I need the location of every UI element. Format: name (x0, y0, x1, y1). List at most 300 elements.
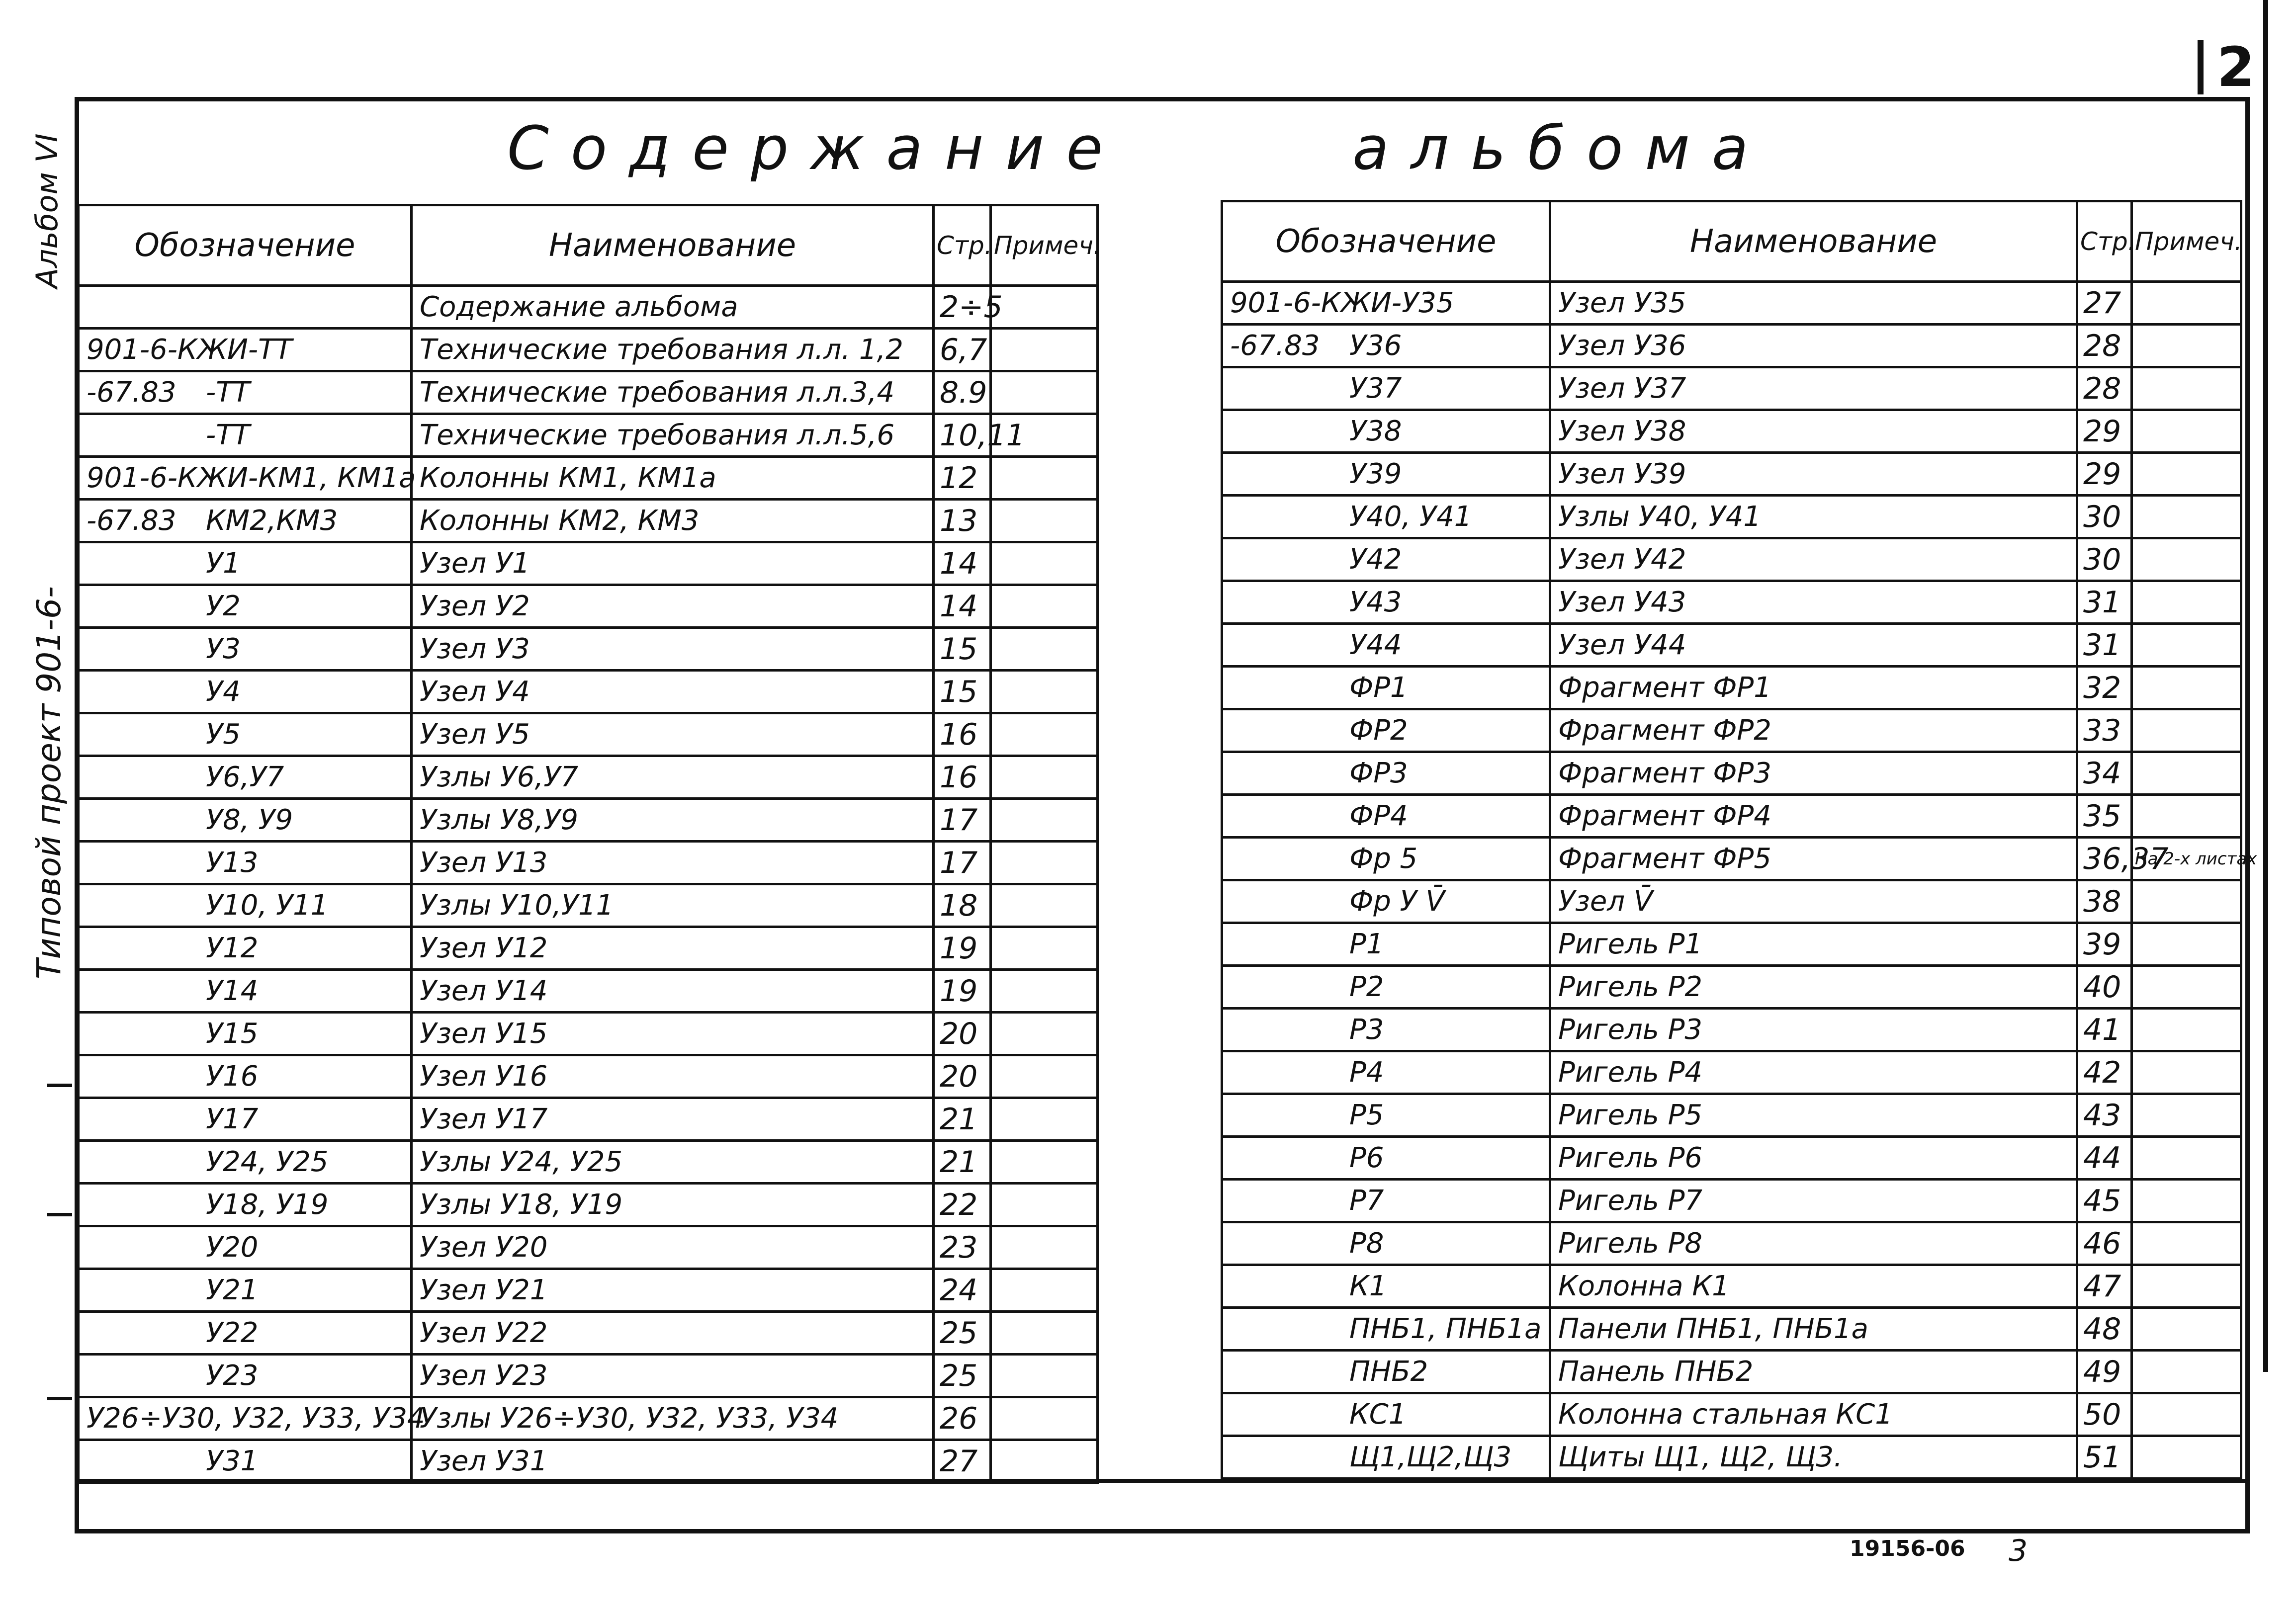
row-page: 33 (2077, 709, 2132, 752)
row-name: Колонны КМ2, КМ3 (412, 500, 934, 542)
row-note (2132, 1094, 2241, 1137)
table-row (1222, 667, 2241, 709)
row-name: Узлы У24, У25 (412, 1141, 934, 1184)
table-row (79, 457, 1098, 500)
table-row (1222, 367, 2241, 410)
row-page: 21 (934, 1098, 991, 1141)
row-note (991, 329, 1098, 371)
row-page: 34 (2077, 752, 2132, 795)
contents-table-right (1221, 200, 2257, 1480)
table-header-row (1222, 201, 2241, 282)
row-name: Фрагмент ФР2 (1550, 709, 2077, 752)
header-name: Наименование (412, 205, 934, 286)
designation-prefix: -67.83 (87, 505, 177, 537)
row-name: Технические требования л.л.5,6 (412, 414, 934, 457)
row-page: 15 (934, 628, 991, 671)
row-designation (1222, 325, 1550, 367)
row-designation (1222, 1436, 1550, 1479)
row-page: 38 (2077, 880, 2132, 923)
row-designation (79, 1055, 412, 1098)
row-page: 20 (934, 1013, 991, 1055)
row-note (2132, 923, 2241, 966)
row-name: Узел У31 (412, 1440, 934, 1483)
row-page: 41 (2077, 1009, 2132, 1051)
designation-prefix: -67.83 (1230, 330, 1320, 362)
designation-suffix: У40, У41 (1349, 501, 1472, 533)
margin-tick (47, 1084, 72, 1087)
row-name: Ригель Р1 (1550, 923, 2077, 966)
row-designation (79, 1440, 412, 1483)
row-designation (79, 927, 412, 970)
row-name: Ригель Р8 (1550, 1222, 2077, 1265)
row-designation (1222, 667, 1550, 709)
row-page: 25 (934, 1312, 991, 1355)
row-note (2132, 581, 2241, 624)
row-page: 47 (2077, 1265, 2132, 1308)
row-designation (1222, 1351, 1550, 1393)
row-note (2132, 1351, 2241, 1393)
designation-suffix: У43 (1349, 586, 1402, 618)
table-row (1222, 923, 2241, 966)
table-row (79, 500, 1098, 542)
row-page: 27 (934, 1440, 991, 1483)
designation-suffix: У42 (1349, 543, 1402, 576)
row-designation (79, 457, 416, 500)
designation-prefix: 901-6-КЖИ (87, 334, 248, 366)
row-page: 28 (2077, 325, 2132, 367)
row-note (991, 1269, 1098, 1312)
row-note (2132, 1436, 2241, 1479)
designation-prefix: -67.83 (87, 376, 177, 409)
row-name: Ригель Р7 (1550, 1180, 2077, 1222)
row-designation (1222, 581, 1550, 624)
row-page: 17 (934, 842, 991, 884)
row-designation (1222, 282, 1550, 325)
row-name: Ригель Р3 (1550, 1009, 2077, 1051)
designation-suffix: У12 (206, 932, 259, 964)
row-note (2132, 795, 2241, 838)
designation-suffix: У23 (206, 1359, 259, 1392)
table-row (79, 628, 1098, 671)
row-page: 40 (2077, 966, 2132, 1009)
designation-suffix: У21 (206, 1274, 259, 1306)
footer-page-number: 3 (2009, 1533, 2028, 1568)
row-designation (1222, 1094, 1550, 1137)
row-designation (1222, 1180, 1550, 1222)
designation-suffix: -ТТ (206, 376, 250, 409)
designation-suffix: КМ1, КМ1а (258, 462, 416, 494)
row-designation (79, 970, 412, 1013)
row-note (991, 585, 1098, 628)
designation-suffix: Р4 (1349, 1056, 1384, 1089)
row-page: 29 (2077, 410, 2132, 453)
side-project-label: Типовой проект 901-6- (30, 586, 68, 979)
row-designation (79, 1397, 425, 1440)
header-note: Примеч. (2132, 201, 2241, 282)
row-name: Колонна стальная КС1 (1550, 1393, 2077, 1436)
row-page: 17 (934, 799, 991, 842)
designation-suffix: У6,У7 (206, 761, 284, 793)
row-designation (79, 628, 412, 671)
row-note (991, 970, 1098, 1013)
designation-suffix: У10, У11 (206, 889, 329, 922)
designation-suffix: У18, У19 (206, 1189, 329, 1221)
row-page: 24 (934, 1269, 991, 1312)
row-designation (79, 585, 412, 628)
contents-table-left (77, 204, 1099, 1484)
table-row (1222, 1222, 2241, 1265)
row-name: Узлы У8,У9 (412, 799, 934, 842)
side-album-label: Альбом VI (30, 133, 65, 288)
row-note (991, 713, 1098, 756)
row-name: Панели ПНБ1, ПНБ1а (1550, 1308, 2077, 1351)
row-name: Узел У13 (412, 842, 934, 884)
row-page: 27 (2077, 282, 2132, 325)
row-page: 14 (934, 585, 991, 628)
table-row (79, 1226, 1098, 1269)
row-name: Технические требования л.л.3,4 (412, 371, 934, 414)
row-designation (79, 842, 412, 884)
row-note (2132, 709, 2241, 752)
row-designation (79, 1226, 412, 1269)
row-note (991, 500, 1098, 542)
header-note: Примеч. (991, 205, 1098, 286)
designation-suffix: У2 (206, 590, 241, 622)
row-name: Узел У5 (412, 713, 934, 756)
row-name: Фрагмент ФР4 (1550, 795, 2077, 838)
table-row (1222, 1436, 2241, 1479)
row-note (991, 1184, 1098, 1226)
row-note (991, 842, 1098, 884)
row-note (2132, 1137, 2241, 1180)
row-name: Узел V̄ (1550, 880, 2077, 923)
row-name: Фрагмент ФР5 (1550, 838, 2077, 880)
row-page: 6,7 (934, 329, 991, 371)
row-name: Узлы У18, У19 (412, 1184, 934, 1226)
table-row (1222, 709, 2241, 752)
row-page: 28 (2077, 367, 2132, 410)
row-note (991, 1355, 1098, 1397)
row-page: 30 (2077, 496, 2132, 538)
row-page: 26 (934, 1397, 991, 1440)
row-name: Узел У23 (412, 1355, 934, 1397)
row-name: Колонна К1 (1550, 1265, 2077, 1308)
row-page: 14 (934, 542, 991, 585)
row-designation (1222, 453, 1550, 496)
table-row (1222, 795, 2241, 838)
row-designation (79, 414, 412, 457)
table-row (1222, 410, 2241, 453)
row-note (991, 756, 1098, 799)
table-row (79, 1184, 1098, 1226)
designation-suffix: У13 (206, 847, 259, 879)
designation-suffix: КС1 (1349, 1398, 1407, 1431)
row-name: Ригель Р4 (1550, 1051, 2077, 1094)
row-page: 15 (934, 671, 991, 713)
designation-prefix: 901-6-КЖИ- (87, 462, 259, 494)
row-designation (1222, 923, 1550, 966)
designation-suffix: Фр 5 (1349, 843, 1418, 875)
row-page: 23 (934, 1226, 991, 1269)
row-name: Панель ПНБ2 (1550, 1351, 2077, 1393)
row-page: 44 (2077, 1137, 2132, 1180)
row-designation (79, 286, 412, 329)
row-note (991, 671, 1098, 713)
row-name: Ригель Р5 (1550, 1094, 2077, 1137)
row-note (991, 628, 1098, 671)
designation-suffix: ФР1 (1349, 672, 1408, 704)
row-name: Узел У35 (1550, 282, 2077, 325)
table-row (1222, 880, 2241, 923)
designation-prefix: 901-6-КЖИ- (1230, 287, 1402, 319)
designation-suffix: У1 (206, 547, 241, 580)
row-page: 31 (2077, 624, 2132, 667)
table-row (1222, 453, 2241, 496)
header-designation: Обозначение (79, 205, 412, 286)
row-page: 45 (2077, 1180, 2132, 1222)
row-designation (79, 713, 412, 756)
table-row (1222, 752, 2241, 795)
designation-suffix: -ТТ (248, 334, 292, 366)
row-note (991, 927, 1098, 970)
row-page: 46 (2077, 1222, 2132, 1265)
row-designation (79, 1355, 412, 1397)
row-name: Фрагмент ФР1 (1550, 667, 2077, 709)
row-note (991, 1312, 1098, 1355)
row-designation (79, 671, 412, 713)
table-row (1222, 496, 2241, 538)
row-note (2132, 1265, 2241, 1308)
row-name: Узел У36 (1550, 325, 2077, 367)
row-designation (1222, 410, 1550, 453)
designation-suffix: ПНБ1, ПНБ1а (1349, 1313, 1542, 1345)
row-name: Узел У44 (1550, 624, 2077, 667)
row-designation (1222, 538, 1550, 581)
designation-suffix: Р2 (1349, 971, 1384, 1003)
designation-suffix: У20 (206, 1231, 259, 1264)
designation-suffix: У16 (206, 1060, 259, 1093)
margin-tick (47, 1397, 72, 1400)
row-note (2132, 453, 2241, 496)
row-name: Узел У17 (412, 1098, 934, 1141)
designation-suffix: К1 (1349, 1270, 1387, 1302)
row-designation (1222, 1222, 1550, 1265)
row-designation (1222, 1265, 1550, 1308)
row-note (991, 1098, 1098, 1141)
row-page: 19 (934, 970, 991, 1013)
row-page: 31 (2077, 581, 2132, 624)
row-note (991, 1141, 1098, 1184)
table-row (79, 1269, 1098, 1312)
margin-tick (47, 1213, 72, 1216)
row-designation (1222, 1308, 1550, 1351)
row-designation (79, 371, 412, 414)
designation-suffix: ПНБ2 (1349, 1356, 1428, 1388)
row-name: Узел У21 (412, 1269, 934, 1312)
row-name: Узел У12 (412, 927, 934, 970)
row-page: 18 (934, 884, 991, 927)
row-note (2132, 538, 2241, 581)
table-row (79, 329, 1098, 371)
row-name: Узлы У26÷У30, У32, У33, У34 (412, 1397, 934, 1440)
row-name: Узлы У6,У7 (412, 756, 934, 799)
row-name: Фрагмент ФР3 (1550, 752, 2077, 795)
row-note (2132, 282, 2241, 325)
row-name: Узел У16 (412, 1055, 934, 1098)
row-name: Узел У1 (412, 542, 934, 585)
row-designation (1222, 496, 1550, 538)
row-note (991, 286, 1098, 329)
table-row (79, 713, 1098, 756)
row-page: 2÷5 (934, 286, 991, 329)
row-page: 51 (2077, 1436, 2132, 1479)
row-note (2132, 667, 2241, 709)
row-note (2132, 496, 2241, 538)
row-page: 8.9 (934, 371, 991, 414)
row-page: 13 (934, 500, 991, 542)
header-designation: Обозначение (1222, 201, 1550, 282)
designation-suffix: У22 (206, 1317, 259, 1349)
row-designation (1222, 624, 1550, 667)
table-row (79, 756, 1098, 799)
row-note (2132, 752, 2241, 795)
row-page: 21 (934, 1141, 991, 1184)
designation-suffix: У37 (1349, 372, 1402, 405)
row-page: 16 (934, 713, 991, 756)
row-note (2132, 1051, 2241, 1094)
header-page: Стр. (2077, 201, 2132, 282)
table-row (79, 414, 1098, 457)
designation-suffix: У15 (206, 1018, 259, 1050)
designation-suffix: У36 (1349, 330, 1402, 362)
table-row (79, 1055, 1098, 1098)
designation-suffix: У24, У25 (206, 1146, 329, 1178)
table-row (1222, 1094, 2241, 1137)
right-edge-line (2263, 0, 2268, 1372)
table-row (79, 970, 1098, 1013)
table-row (1222, 282, 2241, 325)
row-designation (1222, 795, 1550, 838)
table-row (1222, 1308, 2241, 1351)
row-name: Колонны КМ1, КМ1а (412, 457, 934, 500)
row-designation (79, 500, 412, 542)
table-row (79, 286, 1098, 329)
table-row (1222, 1265, 2241, 1308)
row-designation (1222, 880, 1550, 923)
row-page: 32 (2077, 667, 2132, 709)
table-row (1222, 325, 2241, 367)
title-left: Содержание (507, 114, 1125, 183)
table-row (79, 585, 1098, 628)
row-page: 50 (2077, 1393, 2132, 1436)
row-note (991, 884, 1098, 927)
row-page: 16 (934, 756, 991, 799)
table-row (1222, 538, 2241, 581)
row-note (2132, 1009, 2241, 1051)
table-row (79, 799, 1098, 842)
designation-suffix: Фр У V̄ (1349, 885, 1445, 918)
table-row (1222, 624, 2241, 667)
table-row (1222, 1180, 2241, 1222)
designation-suffix: У35 (1402, 287, 1454, 319)
row-page: 35 (2077, 795, 2132, 838)
row-name: Технические требования л.л. 1,2 (412, 329, 934, 371)
table-row (79, 842, 1098, 884)
table-row (79, 1013, 1098, 1055)
row-name: Узел У22 (412, 1312, 934, 1355)
row-name: Узел У4 (412, 671, 934, 713)
row-name: Узел У42 (1550, 538, 2077, 581)
table-row (1222, 1051, 2241, 1094)
row-note (991, 1013, 1098, 1055)
row-designation (1222, 1051, 1550, 1094)
header-name: Наименование (1550, 201, 2077, 282)
row-page: 39 (2077, 923, 2132, 966)
row-note (2132, 880, 2241, 923)
table-row (1222, 581, 2241, 624)
row-note (2132, 1222, 2241, 1265)
row-designation (1222, 838, 1550, 880)
row-page: 36,37 (2077, 838, 2132, 880)
designation-suffix: У14 (206, 975, 259, 1007)
table-row (79, 542, 1098, 585)
row-note (2132, 410, 2241, 453)
designation-suffix: ФР3 (1349, 757, 1408, 789)
header-page: Стр. (934, 205, 991, 286)
row-name: Узел У2 (412, 585, 934, 628)
row-designation (79, 799, 412, 842)
row-name: Содержание альбома (412, 286, 934, 329)
sheet-number: 2 (2198, 40, 2268, 94)
table-row (79, 1141, 1098, 1184)
row-name: Ригель Р2 (1550, 966, 2077, 1009)
footer-code: 19156-06 (1850, 1536, 1965, 1561)
row-page: 29 (2077, 453, 2132, 496)
table-row (79, 1098, 1098, 1141)
row-name: Узел У39 (1550, 453, 2077, 496)
table-row (1222, 1137, 2241, 1180)
row-page: 20 (934, 1055, 991, 1098)
row-name: Щиты Щ1, Щ2, Щ3. (1550, 1436, 2077, 1479)
row-note (2132, 367, 2241, 410)
designation-suffix: Р5 (1349, 1099, 1384, 1131)
row-designation (79, 542, 412, 585)
row-page: 30 (2077, 538, 2132, 581)
row-designation (1222, 966, 1550, 1009)
designation-suffix: ФР2 (1349, 714, 1408, 747)
row-designation (79, 1013, 412, 1055)
designation-suffix: Р8 (1349, 1227, 1384, 1260)
row-name: Узлы У10,У11 (412, 884, 934, 927)
row-page: 48 (2077, 1308, 2132, 1351)
row-designation (79, 1098, 412, 1141)
row-designation (1222, 709, 1550, 752)
designation-suffix: Р3 (1349, 1014, 1384, 1046)
table-row (1222, 838, 2241, 880)
table-row (79, 1312, 1098, 1355)
row-note (991, 1226, 1098, 1269)
row-page: 19 (934, 927, 991, 970)
designation-suffix: У4 (206, 676, 241, 708)
row-designation (1222, 1393, 1550, 1436)
table-row (79, 371, 1098, 414)
row-name: Узлы У40, У41 (1550, 496, 2077, 538)
row-note (2132, 1308, 2241, 1351)
row-note (2132, 624, 2241, 667)
row-designation (79, 1141, 412, 1184)
designation-suffix: У44 (1349, 629, 1402, 661)
designation-suffix: У39 (1349, 458, 1402, 490)
